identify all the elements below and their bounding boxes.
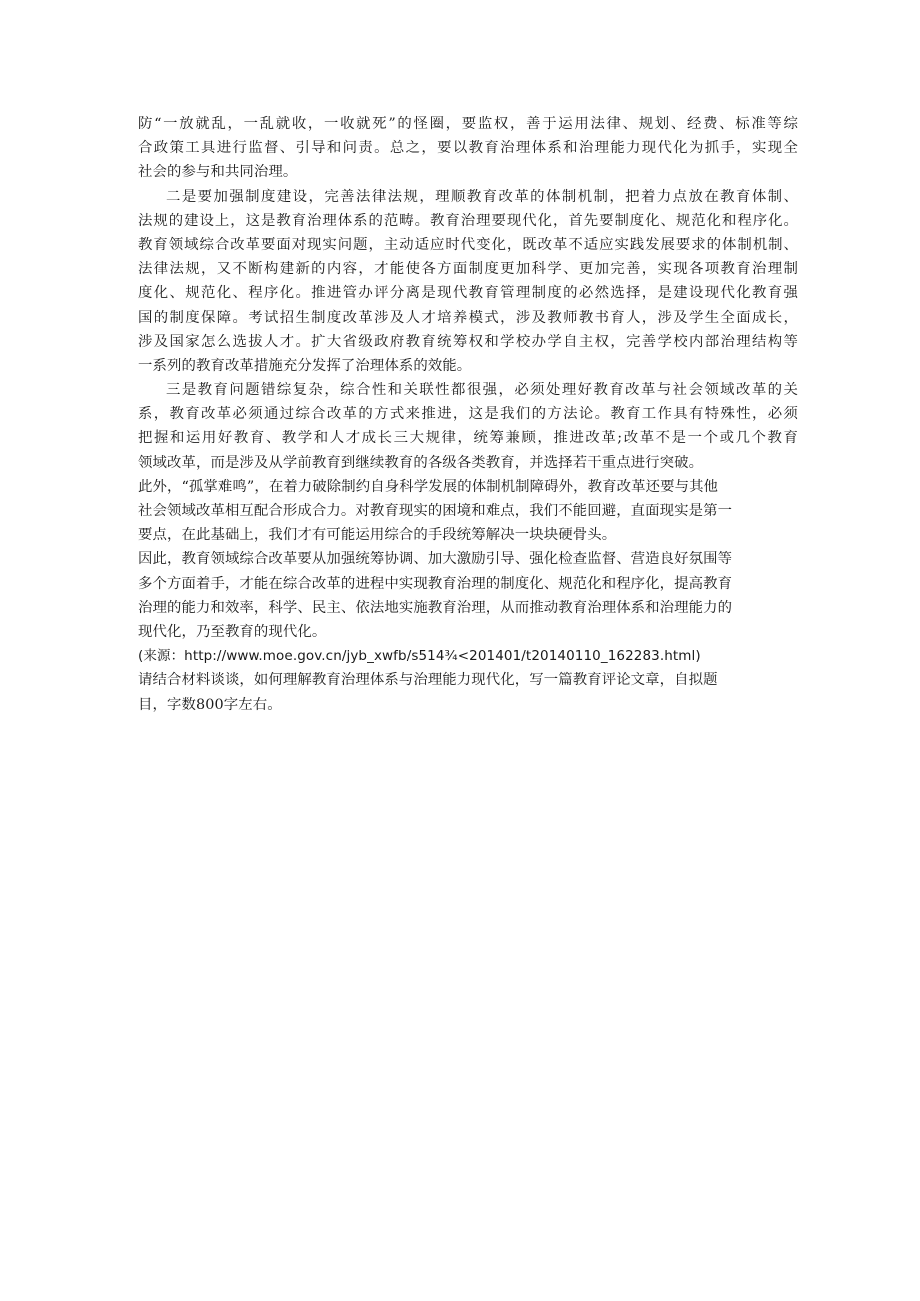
question-prompt-line: 请结合材料谈谈，如何理解教育治理体系与治理能力现代化，写一篇教育评论文章，自拟题: [138, 672, 718, 689]
text-line: 国的制度保障。考试招生制度改革涉及人才培养模式，涉及教师教书育人，涉及学生全面成长，: [138, 309, 798, 326]
text-line: 合政策工具进行监督、引导和问责。总之，要以教育治理体系和治理能力现代化为抓手，实现全: [138, 140, 798, 157]
text-line: 要点，在此基础上，我们才有可能运用综合的手段统筹解决一块块硬骨头。: [138, 527, 617, 544]
text-line: 一系列的教育改革措施充分发挥了治理体系的效能。: [138, 357, 472, 374]
text-line: 社会领域改革相互配合形成合力。对教育现实的困境和难点，我们不能回避，直面现实是第一: [138, 503, 733, 519]
text-line: 此外，“孤掌难鸣”，在着力破除制约自身科学发展的体制机制障碍外，教育改革还要与其他: [138, 478, 719, 495]
text-line: 法规的建设上，这是教育治理体系的范畴。教育治理要现代化，首先要制度化、规范化和程序化。: [138, 212, 798, 229]
text-line: 治理的能力和效率，科学、民主、依法地实施教育治理，从而推动教育治理体系和治理能力的: [138, 599, 733, 616]
text-line: 系，教育改革必须通过综合改革的方式来推进，这是我们的方法论。教育工作具有特殊性，必须: [138, 406, 798, 423]
text-line: 防“一放就乱，一乱就收，一收就死”的怪圈，要监权，善于运用法律、规划、经费、标准等综: [138, 116, 798, 132]
source-citation: (来源：http://www.moe.gov.cn/jyb_xwfb/s514¾<201401/t20140110_162283.html): [138, 648, 701, 665]
text-line: 因此，教育领域综合改革要从加强统筹协调、加大激励引导、强化检查监督、营造良好氛围等: [138, 551, 733, 568]
question-prompt-line: 目，字数800字左右。: [138, 696, 282, 713]
text-line: 法律法规，又不断构建新的内容，才能使各方面制度更加科学、更加完善，实现各项教育治理制: [138, 261, 798, 278]
text-line: 现代化，乃至教育的现代化。: [138, 623, 327, 640]
text-line: 社会的参与和共同治理。: [138, 164, 298, 181]
paragraph-start-line: 三是教育问题错综复杂，综合性和关联性都很强，必须处理好教育改革与社会领域改革的关: [166, 382, 798, 399]
paragraph-start-line: 二是要加强制度建设，完善法律法规，理顺教育改革的体制机制，把着力点放在教育体制、: [166, 188, 798, 205]
text-line: 教育领域综合改革要面对现实问题，主动适应时代变化，既改革不适应实践发展要求的体制机制、: [138, 236, 798, 253]
document-body: [138, 112, 798, 717]
text-line: 涉及国家怎么选拔人才。扩大省级政府教育统筹权和学校办学自主权，完善学校内部治理结构等: [138, 333, 798, 350]
text-line: 多个方面着手，才能在综合改革的进程中实现教育治理的制度化、规范化和程序化，提高教育: [138, 575, 733, 592]
text-line: 度化、规范化、程序化。推进管办评分离是现代教育管理制度的必然选择，是建设现代化教育强: [138, 285, 798, 302]
text-line: 把握和运用好教育、教学和人才成长三大规律，统筹兼顾，推进改革;改革不是一个或几个教育: [138, 430, 798, 447]
text-line: 领域改革，而是涉及从学前教育到继续教育的各级各类教育，并选择若干重点进行突破。: [138, 454, 704, 471]
